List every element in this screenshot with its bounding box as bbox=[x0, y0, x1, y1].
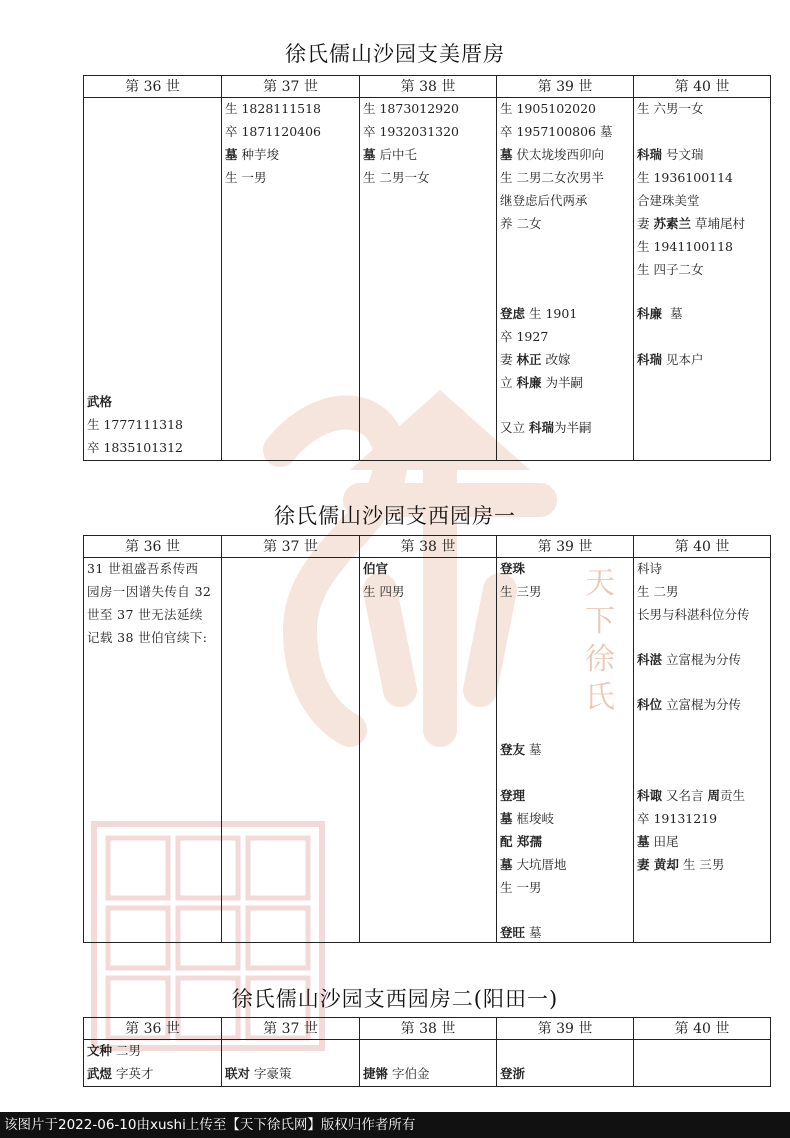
tomb-label: 墓 bbox=[363, 147, 376, 162]
heir-line bbox=[500, 417, 592, 440]
heir-note: 立富棍为分传 bbox=[662, 697, 741, 712]
person-kelian bbox=[637, 303, 682, 326]
person-name: 登旺 bbox=[500, 925, 526, 940]
spouse-name: 林正 bbox=[516, 352, 542, 367]
birth-line: 生 1905102020 bbox=[500, 101, 597, 116]
header-gen-39: 第 39 世 bbox=[497, 1018, 634, 1040]
genealogy-table-meicuo bbox=[83, 75, 771, 461]
header-gen-40: 第 40 世 bbox=[634, 536, 771, 558]
birth-line: 生 1873012920 bbox=[363, 101, 460, 116]
cell-39 bbox=[497, 558, 634, 943]
children-note: 二男 bbox=[112, 1043, 141, 1058]
person-name: 科廉 bbox=[637, 306, 663, 321]
death-line: 卒 1835101312 bbox=[87, 440, 184, 455]
children-line: 生 三男 bbox=[500, 584, 542, 599]
person-name-dengzhe: 登浙 bbox=[500, 1066, 526, 1081]
spouse-note: 改嫁 bbox=[541, 352, 571, 367]
tomb-place: 田尾 bbox=[649, 834, 679, 849]
tomb-label: 墓 bbox=[225, 147, 238, 162]
children-line: 生 二男一女 bbox=[363, 170, 430, 185]
death-line: 卒 19131219 bbox=[637, 811, 718, 826]
header-gen-40: 第 40 世 bbox=[634, 1018, 771, 1040]
person-name-boguan: 伯官 bbox=[363, 561, 389, 576]
tomb-label: 墓 bbox=[637, 834, 650, 849]
spouse-label: 配 bbox=[500, 834, 517, 849]
style-name: 字英才 bbox=[112, 1066, 154, 1081]
header-gen-38: 第 38 世 bbox=[360, 1018, 497, 1040]
tomb-line bbox=[363, 144, 417, 167]
note-line: 31 世祖盛吾系传西 bbox=[87, 561, 199, 576]
header-gen-36: 第 36 世 bbox=[84, 1018, 222, 1040]
person-name: 捷锵 bbox=[363, 1066, 389, 1081]
cell-38 bbox=[360, 558, 497, 943]
cell-37 bbox=[222, 1040, 360, 1087]
title-note: 贡生 bbox=[719, 788, 745, 803]
person-kezou bbox=[637, 785, 745, 808]
person-kezhan bbox=[637, 649, 741, 672]
children-line: 生 四男 bbox=[363, 584, 405, 599]
person-name: 登虑 bbox=[500, 306, 526, 321]
spouse-line bbox=[637, 213, 745, 236]
birth-line: 生 1936100114 bbox=[637, 170, 734, 185]
person-name: 武煜 bbox=[87, 1066, 113, 1081]
tomb-place: 框埈岐 bbox=[512, 811, 554, 826]
tomb-label: 墓 bbox=[500, 811, 513, 826]
cell-36 bbox=[84, 98, 222, 461]
spouse-note: 草埔尾村 bbox=[691, 216, 745, 231]
person-name: 科湛 bbox=[637, 652, 663, 667]
section-title-meicuo: 徐氏儒山沙园支美厝房 bbox=[285, 42, 505, 66]
heir-label: 立 bbox=[500, 375, 517, 390]
style-name: 字伯金 bbox=[388, 1066, 430, 1081]
tomb-line bbox=[500, 808, 554, 831]
spouse-name: 苏素兰 bbox=[653, 216, 691, 231]
watermark-text-2: 徐氏 bbox=[585, 642, 615, 715]
header-gen-39: 第 39 世 bbox=[497, 536, 634, 558]
cell-38 bbox=[360, 98, 497, 461]
children-line: 生 二男 bbox=[637, 584, 679, 599]
header-gen-40: 第 40 世 bbox=[634, 76, 771, 98]
header-gen-37: 第 37 世 bbox=[222, 536, 360, 558]
person-name-keshi: 科诗 bbox=[637, 561, 663, 576]
note-line: 合建珠美堂 bbox=[637, 193, 700, 208]
heir-name: 科瑞 bbox=[528, 420, 554, 435]
tomb-line bbox=[225, 144, 279, 167]
heir-note: 为半嗣 bbox=[554, 420, 592, 435]
cell-39 bbox=[497, 98, 634, 461]
death-line: 卒 1927 bbox=[500, 329, 549, 344]
death-line: 卒 1871120406 bbox=[225, 124, 322, 139]
death-line: 卒 1932031320 bbox=[363, 124, 460, 139]
alt-name: 又名言 bbox=[662, 788, 708, 803]
tomb-place: 种芋埈 bbox=[237, 147, 279, 162]
spouse-label: 妻 bbox=[637, 216, 654, 231]
person-name: 登友 bbox=[500, 742, 526, 757]
heir-name: 科廉 bbox=[516, 375, 542, 390]
section-title-xiyuan-2: 徐氏儒山沙园支西园房二(阳田一) bbox=[231, 987, 559, 1011]
heir-line bbox=[500, 372, 583, 395]
spouse-line bbox=[500, 831, 542, 854]
person-wenzhong bbox=[87, 1040, 141, 1063]
person-name-dengli: 登理 bbox=[500, 788, 526, 803]
person-name: 科诹 bbox=[637, 788, 663, 803]
cell-37 bbox=[222, 558, 360, 943]
children-line: 生 一男 bbox=[225, 170, 267, 185]
tomb-note: 墓 bbox=[662, 306, 683, 321]
style-name: 字豪策 bbox=[250, 1066, 292, 1081]
person-kewei bbox=[637, 694, 741, 717]
note-line: 养 二女 bbox=[500, 216, 542, 231]
person-dengwang bbox=[500, 922, 542, 945]
tomb-label: 墓 bbox=[500, 147, 513, 162]
children-line: 生 二男二女次男半 bbox=[500, 170, 604, 185]
ref-note: 见本户 bbox=[662, 352, 704, 367]
genealogy-table-xiyuan-1 bbox=[83, 535, 771, 943]
tomb-place: 大坑厝地 bbox=[512, 857, 567, 872]
person-kerui-2 bbox=[637, 349, 704, 372]
heir-label: 又立 bbox=[500, 420, 529, 435]
person-name-dengzhu: 登珠 bbox=[500, 561, 526, 576]
person-name: 联对 bbox=[225, 1066, 251, 1081]
death-line: 卒 1957100806 墓 bbox=[500, 124, 613, 139]
tomb-place: 伏太垅埈西卯向 bbox=[512, 147, 604, 162]
header-gen-38: 第 38 世 bbox=[360, 76, 497, 98]
spouse-line bbox=[500, 349, 570, 372]
spouse-label: 妻 bbox=[500, 352, 517, 367]
person-dengyou bbox=[500, 739, 542, 762]
cell-40 bbox=[634, 1040, 771, 1087]
person-dengxu bbox=[500, 303, 577, 326]
note-line: 记载 38 世伯官续下: bbox=[87, 630, 208, 645]
birth-line: 生 1941100118 bbox=[637, 239, 734, 254]
birth-line: 生 1777111318 bbox=[87, 417, 184, 432]
genealogy-table-xiyuan-2 bbox=[83, 1017, 771, 1087]
tomb-note: 墓 bbox=[525, 742, 542, 757]
person-name: 科位 bbox=[637, 697, 663, 712]
cell-38 bbox=[360, 1040, 497, 1087]
person-kerui bbox=[637, 144, 704, 167]
spouse-label: 妻 bbox=[637, 857, 654, 872]
heir-note: 立富棍为分传 bbox=[662, 652, 741, 667]
note-line: 园房一因谱失传自 32 bbox=[87, 584, 212, 599]
person-name: 文种 bbox=[87, 1043, 113, 1058]
person-name-wuge: 武格 bbox=[87, 394, 113, 409]
children-note: 生 三男 bbox=[678, 857, 725, 872]
person-name: 科瑞 bbox=[637, 352, 663, 367]
cell-40 bbox=[634, 98, 771, 461]
alt-name-bold: 周 bbox=[707, 788, 720, 803]
tomb-place: 后中乇 bbox=[375, 147, 417, 162]
alt-name: 号文瑞 bbox=[662, 147, 704, 162]
cell-36 bbox=[84, 558, 222, 943]
spouse-name: 郑孺 bbox=[516, 834, 542, 849]
cell-39 bbox=[497, 1040, 634, 1087]
header-gen-39: 第 39 世 bbox=[497, 76, 634, 98]
header-gen-36: 第 36 世 bbox=[84, 76, 222, 98]
heir-note: 为半嗣 bbox=[541, 375, 583, 390]
person-name: 科瑞 bbox=[637, 147, 663, 162]
birth-line: 生 1828111518 bbox=[225, 101, 322, 116]
tomb-line bbox=[500, 144, 604, 167]
person-jieqiang bbox=[363, 1063, 430, 1086]
tomb-label: 墓 bbox=[500, 857, 513, 872]
note-line: 继登虑后代两承 bbox=[500, 193, 588, 208]
footer-copyright: 该图片于2022-06-10由xushi上传至【天下徐氏网】版权归作者所有 bbox=[0, 1112, 790, 1138]
watermark-text-1: 天下 bbox=[585, 566, 615, 639]
cell-40 bbox=[634, 558, 771, 943]
section-title-xiyuan-1: 徐氏儒山沙园支西园房一 bbox=[274, 504, 516, 528]
tomb-line bbox=[637, 831, 679, 854]
note-line: 长男与科湛科位分传 bbox=[637, 607, 750, 622]
tomb-note: 墓 bbox=[525, 925, 542, 940]
birth-text: 生 1901 bbox=[525, 306, 578, 321]
header-gen-38: 第 38 世 bbox=[360, 536, 497, 558]
children-line: 生 一男 bbox=[500, 880, 542, 895]
spouse-line bbox=[637, 854, 724, 877]
note-line: 世至 37 世无法延续 bbox=[87, 607, 203, 622]
header-gen-36: 第 36 世 bbox=[84, 536, 222, 558]
children-line: 生 四子二女 bbox=[637, 262, 704, 277]
cell-37 bbox=[222, 98, 360, 461]
cell-36 bbox=[84, 1040, 222, 1087]
children-line: 生 六男一女 bbox=[637, 101, 704, 116]
header-gen-37: 第 37 世 bbox=[222, 76, 360, 98]
tomb-line bbox=[500, 854, 567, 877]
header-gen-37: 第 37 世 bbox=[222, 1018, 360, 1040]
spouse-name: 黄却 bbox=[653, 857, 679, 872]
person-liandui bbox=[225, 1063, 292, 1086]
person-wuyu bbox=[87, 1063, 154, 1086]
